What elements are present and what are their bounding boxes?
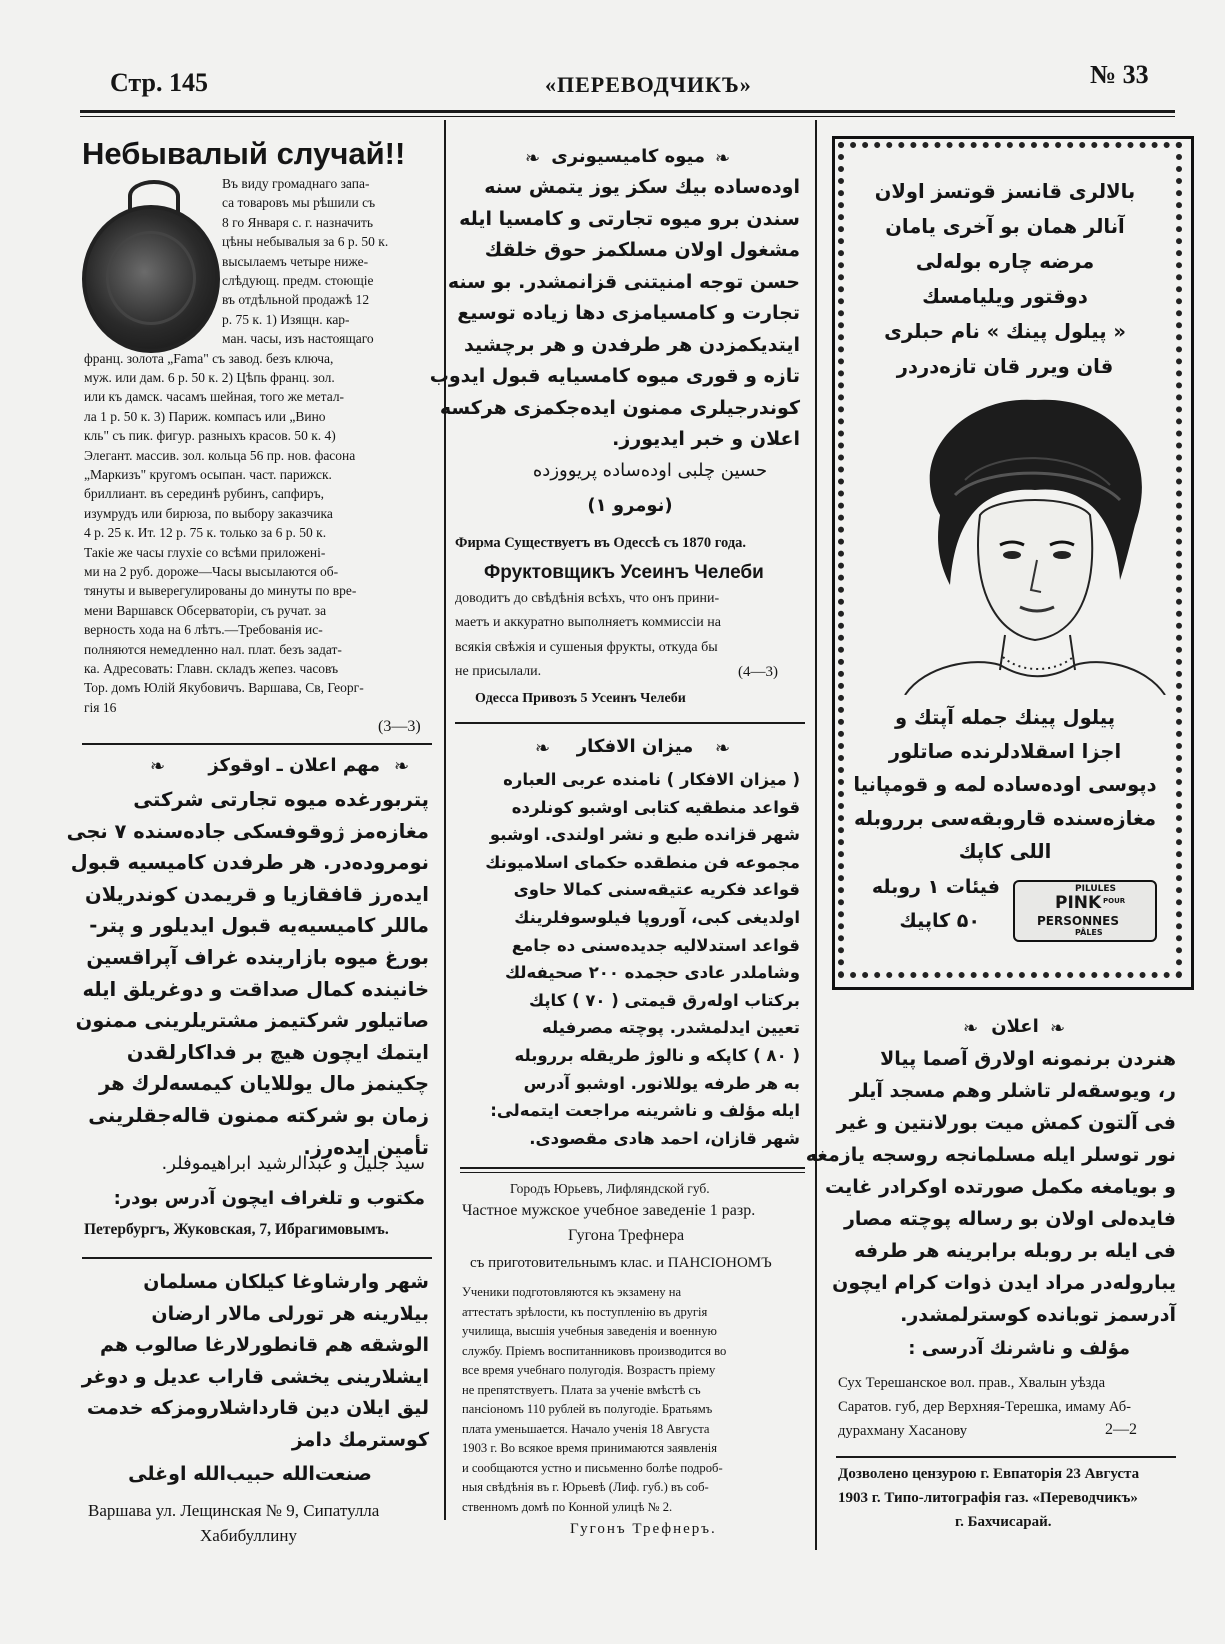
- body-text-line: гія 16: [84, 699, 117, 715]
- body-text-line: قان ویرر قان تازه‌دردر: [896, 355, 1114, 378]
- body-text-line: Сух Терешанское вол. прав., Хвалын уѣзда: [838, 1375, 1106, 1391]
- body-text-line: نور توسلر ایله مسلمانجه روسجه یازمغه: [805, 1144, 1176, 1166]
- body-text-line: سندن برو میوه تجارتی و كامسیا ایله: [459, 207, 800, 230]
- body-text-line: بیلارینه هر تورلی مالار ارضان: [151, 1302, 429, 1325]
- body-text-line: ایشلارینی یخشی قاراب عدیل و دوغر: [81, 1365, 429, 1388]
- body-text-line: 4 р. 25 к. Ит. 12 р. 75 к. только за 6 р. 50 к.: [84, 525, 327, 541]
- odessa-ad-title: Фруктовщикъ Усеинъ Челеби: [484, 562, 764, 583]
- body-text-line: училища, высшія учебныя заведенія и военную: [462, 1324, 717, 1338]
- body-text-line: р. 75 к. 1) Изящн. кар-: [222, 311, 350, 327]
- ornament-icon: ❧: [150, 756, 166, 776]
- body-text-line: ныя свѣдѣнія въ г. Юрьевѣ (Лиф. губ.) въ соб-: [462, 1480, 709, 1494]
- body-text-line: дурахману Хасанову: [838, 1423, 968, 1439]
- body-text-line: не присылали.: [455, 663, 542, 679]
- body-text-line: اعلان و خبر ایدیورز.: [612, 428, 800, 450]
- body-text-line: فی آلتون كمش میت بورلانتین و غیر: [836, 1112, 1176, 1134]
- body-text-line: ایده‌رز قافقازیا و قریمدن كوندریلان: [85, 882, 429, 906]
- body-text-line: высылаемъ четыре ниже-: [222, 253, 369, 269]
- body-text-line: حسن توجه امنیتنی قزانمشدر. بو سنه: [447, 270, 800, 293]
- ornament-icon: ❧: [394, 756, 410, 776]
- body-text-line: всякія свѣжія и сушеныя фрукты, откуда бы: [455, 639, 718, 655]
- newspaper-title: «ПЕРЕВОДЧИКЪ»: [545, 72, 752, 97]
- warsaw-ad-address-line2: Хабибуллину: [200, 1526, 297, 1545]
- body-text-line: پیلول پینك جمله آپتك و: [894, 706, 1116, 729]
- body-text-line: تأمین ایده‌رز.: [303, 1135, 429, 1159]
- body-text-line: فایده‌لی اولان بو رساله پوچته مصار: [843, 1208, 1176, 1230]
- body-text-line: و بویامغه مكمل صورتده اوكرادر غایت: [824, 1176, 1176, 1198]
- body-text-line: ر، ویوسقه‌لر تاشلر وهم مسجد آیلر: [849, 1080, 1176, 1102]
- separator: [455, 722, 805, 724]
- pink-pills-price-rubles: فیئات ۱ روبله: [871, 876, 1000, 898]
- body-text-line: زمان بو شركته ممنون قاله‌جقلرینی: [88, 1104, 429, 1127]
- body-text-line: خانینده كمال صداقت و دوغریلق ایله: [82, 977, 429, 1001]
- body-text-line: плата уменьшается. Начало ученія 18 Августа: [462, 1421, 710, 1436]
- body-text-line: مرضه چاره بوله‌لی: [915, 250, 1095, 273]
- body-text-line: مغازه‌سنده قاروبقه‌سی برروبله: [853, 806, 1157, 830]
- body-text-line: كوسترمك دامز: [291, 1428, 429, 1451]
- odessa-ad-founded: Фирма Существуетъ въ Одессѣ съ 1870 года.: [455, 535, 747, 551]
- body-text-line: Саратов. губ, дер Верхняя-Терешка, имаму Аб-: [838, 1399, 1132, 1415]
- body-text-line: службу. Пріемъ воспитанниковъ производится во: [462, 1343, 727, 1358]
- book-painting-ad-title: اعلان: [991, 1016, 1039, 1037]
- body-text-line: Тор. домъ Юлій Якубовичъ. Варшава, Св, Георг-: [84, 680, 364, 696]
- body-text-line: كوندرجیلری ممنون ایده‌جكمزی هركسه: [439, 396, 800, 419]
- pill-box-image: [1013, 880, 1157, 942]
- body-text-line: тянуты и выверегулированы до минуты по вре-: [84, 583, 357, 599]
- body-text-line: نومرو‌ده‌در. هر طرفدن كامیسیه قبول: [70, 851, 429, 875]
- censor-line: г. Бахчисарай.: [955, 1514, 1052, 1530]
- body-text-line: аттестатъ зрѣлости, къ поступленію въ другія: [462, 1304, 708, 1319]
- book-painting-ad-address-label: مؤلف و ناشرنك آدرسی :: [908, 1338, 1130, 1359]
- body-text-line: изумрудъ или бирюза, по выбору заказчика: [84, 505, 333, 521]
- pill-box-label: PÂLES: [1075, 928, 1103, 937]
- fruit-commission-ad-number: (نومرو ۱): [587, 495, 673, 516]
- fruit-company-ad-address-label: مكتوب و تلغراف ایچون آدرس بودر:: [113, 1188, 425, 1209]
- book-painting-ad-number: 2—2: [1105, 1421, 1137, 1438]
- body-text-line: 8 го Января с. г. назначить: [222, 214, 374, 230]
- page-number: Стр. 145: [110, 68, 208, 97]
- pill-box-label: POUR: [1103, 897, 1126, 905]
- body-text-line: دوقتور ویلیامسك: [922, 285, 1088, 308]
- body-text-line: ایتدیكمزدن هر طرفدن و هر برچشید: [463, 333, 800, 356]
- body-text-line: به هر طرفه یوللانور. اوشبو آدرس: [523, 1073, 800, 1093]
- body-text-line: پتربورغده میوه تجارتی شركتی: [133, 788, 429, 811]
- body-text-line: не препятствуетъ. Плата за ученіе вмѣстѣ съ: [462, 1382, 701, 1397]
- body-text-line: „Маркизъ" кругомъ осыпан. част. парижск.: [84, 467, 332, 482]
- body-text-line: маетъ и аккуратно выполняетъ коммиссіи на: [455, 615, 721, 631]
- fruit-company-ad-signature: سید جلیل و عبدالرشید ابراهیموفلر.: [161, 1153, 425, 1174]
- separator: [82, 743, 432, 745]
- woman-portrait-image: [885, 395, 1175, 695]
- school-ad-name: Частное мужское учебное заведеніе 1 разр.: [462, 1202, 756, 1219]
- watch-ad-number: (3—3): [378, 718, 421, 735]
- fruit-company-ad-address: Петербургъ, Жуковская, 7, Ибрагимовымъ.: [84, 1221, 389, 1238]
- body-text-line: « پیلول پینك » نام حبلری: [884, 320, 1126, 343]
- body-text-line: شهر قازان، احمد هادی مقصودی.: [529, 1128, 800, 1148]
- separator: [460, 1167, 805, 1169]
- body-text-line: ماللر كامیسیه‌یه قبول ایدیلور و پتر-: [89, 914, 429, 938]
- body-text-line: франц. золота „Fama" съ завод. безъ ключа,: [84, 350, 334, 366]
- body-text-line: مجموعه فن منطقده حكمای اسلامیونك: [485, 852, 800, 872]
- pill-box-label: PINK: [1055, 893, 1102, 913]
- body-text-line: ла 1 р. 50 к. 3) Париж. компасъ или „Вино: [84, 408, 326, 424]
- body-text-line: 1903 г. Во всякое время принимаются заявленія: [462, 1441, 718, 1455]
- separator: [836, 1456, 1176, 1458]
- body-text-line: صاتیلور شركتیمز مشتریلرینی ممنون: [75, 1009, 429, 1033]
- body-text-line: قواعد فكریه عتیقه‌سنی كمالا حاوی: [513, 880, 800, 900]
- pill-box-label: PILULES: [1075, 884, 1117, 894]
- body-text-line: فی ایله بر روبله برابرینه هر طرفه: [854, 1240, 1176, 1262]
- body-text-line: кль" съ пик. фигур. разныхъ красов. 50 к. 4): [84, 428, 336, 444]
- body-text-line: полняются немедленно нал. плат. безъ задат-: [84, 641, 342, 657]
- ornament-icon: ❧: [715, 738, 731, 758]
- body-text-line: слѣдующ. предм. стоющіе: [222, 273, 374, 288]
- body-text-line: ایتمك ایچون هیچ بر فداكارلقدن: [126, 1040, 429, 1064]
- body-text-line: قواعد منطقیه كتابی اوشبو كونلرده: [511, 797, 800, 817]
- body-text-line: هنردن برنمونه اولارق آصما پیالا: [880, 1048, 1176, 1070]
- body-text-line: ман. часы, изъ настоящаго: [222, 331, 374, 347]
- ornament-icon: ❧: [1050, 1018, 1066, 1038]
- body-text-line: пансіономъ 110 рублей въ полугодіе. Братьямъ: [462, 1402, 713, 1416]
- body-text-line: цѣны небывалыя за 6 р. 50 к.: [222, 234, 389, 250]
- body-text-line: въ отдѣльной продажѣ 12: [222, 292, 370, 308]
- body-text-line: الوشقه هم قانطورلارغا صالوب هم: [100, 1334, 429, 1356]
- body-text-line: и сообщаются устно и письменно болѣе подроб-: [462, 1460, 723, 1475]
- body-text-line: доводитъ до свѣдѣнія всѣхъ, что онъ прини-: [455, 591, 720, 606]
- body-text-line: شهر وارشاوغا كیلكان مسلمان: [143, 1271, 429, 1293]
- school-ad-signature: Гугонъ Трефнеръ.: [570, 1521, 717, 1537]
- column-rule-2: [815, 120, 817, 1550]
- body-text-line: وشاملدر عادی حجمده ۲۰۰ صحیفه‌لك: [504, 963, 800, 983]
- ornament-icon: ❧: [715, 148, 731, 168]
- ornament-icon: ❧: [525, 148, 541, 168]
- pocket-watch-icon: [82, 205, 220, 353]
- issue-number: № 33: [1090, 60, 1149, 89]
- body-text-line: اجزا اسقلادلرنده صاتلور: [888, 739, 1122, 763]
- body-text-line: مشغول اولان مسلكمز حوق خلقك: [484, 239, 800, 261]
- body-text-line: بركتاب اوله‌رق قیمتی ( ۷۰ ) كاپك: [528, 990, 800, 1010]
- censor-line: Дозволено цензурою г. Евпаторія 23 Августа: [838, 1466, 1140, 1482]
- separator: [460, 1172, 805, 1173]
- warsaw-ad-signature: صنعت‌الله حبیب‌الله اوغلی: [128, 1463, 372, 1485]
- body-text-line: قواعد استدلالیه جدیده‌سنی ده جامع: [511, 935, 800, 955]
- body-text-line: چكینمز مال یوللایان كیمسه‌لرك هر: [99, 1072, 429, 1096]
- body-text-line: دپوسی اوده‌ساده لمه و قومپانیا: [853, 773, 1157, 796]
- body-text-line: شهر قزانده طبع و نشر اولندی. اوشبو: [489, 825, 800, 845]
- column-rule-1: [444, 120, 446, 1520]
- body-text-line: ственномъ домѣ по Конной улицѣ № 2.: [462, 1499, 673, 1514]
- body-text-line: верность хода на 6 лѣтъ.—Требованія ис-: [84, 622, 323, 638]
- fruit-commission-ad-title: میوه كامیسیونری: [551, 146, 705, 167]
- body-text-line: بورغ میوه بازارینده غراف آپراقسین: [86, 946, 429, 969]
- body-text-line: или къ дамск. часамъ шейная, того же метал-: [84, 389, 345, 405]
- header-rule: [80, 110, 1175, 113]
- body-text-line: بالالری قانسز قوتسز اولان: [874, 180, 1136, 203]
- body-text-line: ка. Адресовать: Главн. складъ жепез. часовъ: [84, 661, 339, 676]
- ornament-icon: ❧: [963, 1018, 979, 1038]
- body-text-line: Ученики подготовляются къ экзамену на: [462, 1285, 682, 1299]
- censor-line: 1903 г. Типо-литографія газ. «Переводчикъ»: [838, 1490, 1138, 1506]
- body-text-line: Элегант. массив. зол. кольца 56 пр. нов. фасона: [84, 447, 356, 463]
- body-text-line: اللی كاپك: [958, 840, 1052, 863]
- body-text-line: آدرسمز توبانده كوسترلمشدر.: [900, 1304, 1176, 1326]
- body-text-line: اولدیغی كبی، آوروپا فیلوسوفلرینك: [514, 908, 800, 927]
- body-text-line: آنالر همان بو آخری یامان: [885, 215, 1125, 238]
- school-ad-founder: Гугона Трефнера: [568, 1227, 685, 1244]
- book-ad-title: میزان الافكار: [576, 736, 694, 757]
- watch-ad-title: Небывалый случай!!: [82, 136, 406, 171]
- body-text-line: تجارت و كامسیامزی دها زیاده توسیع: [457, 302, 800, 324]
- separator: [82, 1257, 432, 1259]
- ornament-icon: ❧: [535, 738, 551, 758]
- body-text-line: اوده‌ساده بیك سكز یوز یتمش سنه: [484, 176, 800, 198]
- header-rule-thin: [80, 116, 1175, 117]
- body-text-line: муж. или дам. 6 р. 50 к. 2) Цѣпь франц. зол.: [84, 370, 335, 385]
- pill-box-label: PERSONNES: [1037, 914, 1120, 928]
- fruit-commission-ad-signature: حسین چلبی اوده‌ساده پریووزده: [532, 460, 768, 481]
- body-text-line: لیق ایلان دین قارداشلارومزكه خدمت: [86, 1397, 429, 1419]
- body-text-line: یباروله‌در مراد ایدن ذوات كرام ایچون: [832, 1272, 1176, 1294]
- body-text-line: تعیین ایدلمشدر. پوچته مصرفیله: [542, 1018, 800, 1038]
- body-text-line: мени Варшавск Обсерваторіи, съ ручат. за: [84, 602, 327, 618]
- pink-pills-price-kopecks: ۵۰ كاپیك: [899, 910, 980, 932]
- body-text-line: все время учебнаго полугодія. Возрастъ пріему: [462, 1363, 716, 1377]
- body-text-line: مغازه‌مز ژوقوفسكی جاده‌سنده ۷ نجی: [66, 819, 429, 843]
- school-ad-subtitle: съ приготовительнымъ клас. и ПАНСІОНОМЪ: [470, 1255, 772, 1271]
- body-text-line: ( ۸۰ ) كاپكه و نالوژ طریقله برروبله: [514, 1046, 800, 1065]
- fruit-company-ad-title: مهم اعلان ـ اوقوكز: [208, 755, 380, 776]
- body-text-line: ми на 2 руб. дороже—Часы высылаются об-: [84, 564, 339, 579]
- body-text-line: Въ виду громаднаго запа-: [222, 176, 370, 191]
- warsaw-ad-address-line1: Варшава ул. Лещинская № 9, Сипатулла: [88, 1501, 380, 1520]
- body-text-line: Такіе же часы глухіе со всѣми приложені-: [84, 544, 326, 560]
- body-text-line: ( میزان الافكار ) نامنده عربی العباره: [503, 770, 800, 789]
- body-text-line: ایله مؤلف و ناشرینه مراجعت ایتمه‌لی:: [490, 1101, 800, 1121]
- school-ad-city: Городъ Юрьевъ, Лифляндской губ.: [510, 1181, 710, 1196]
- body-text-line: تازه و قوری میوه كامسیایه قبول ایدوب: [429, 365, 800, 387]
- odessa-ad-number: (4—3): [738, 664, 778, 680]
- body-text-line: бриллиант. въ серединѣ рубинъ, сапфиръ,: [84, 486, 324, 502]
- body-text-line: са товаровъ мы рѣшили съ: [222, 195, 376, 211]
- odessa-ad-address: Одесса Привозъ 5 Усеинъ Челеби: [475, 691, 686, 706]
